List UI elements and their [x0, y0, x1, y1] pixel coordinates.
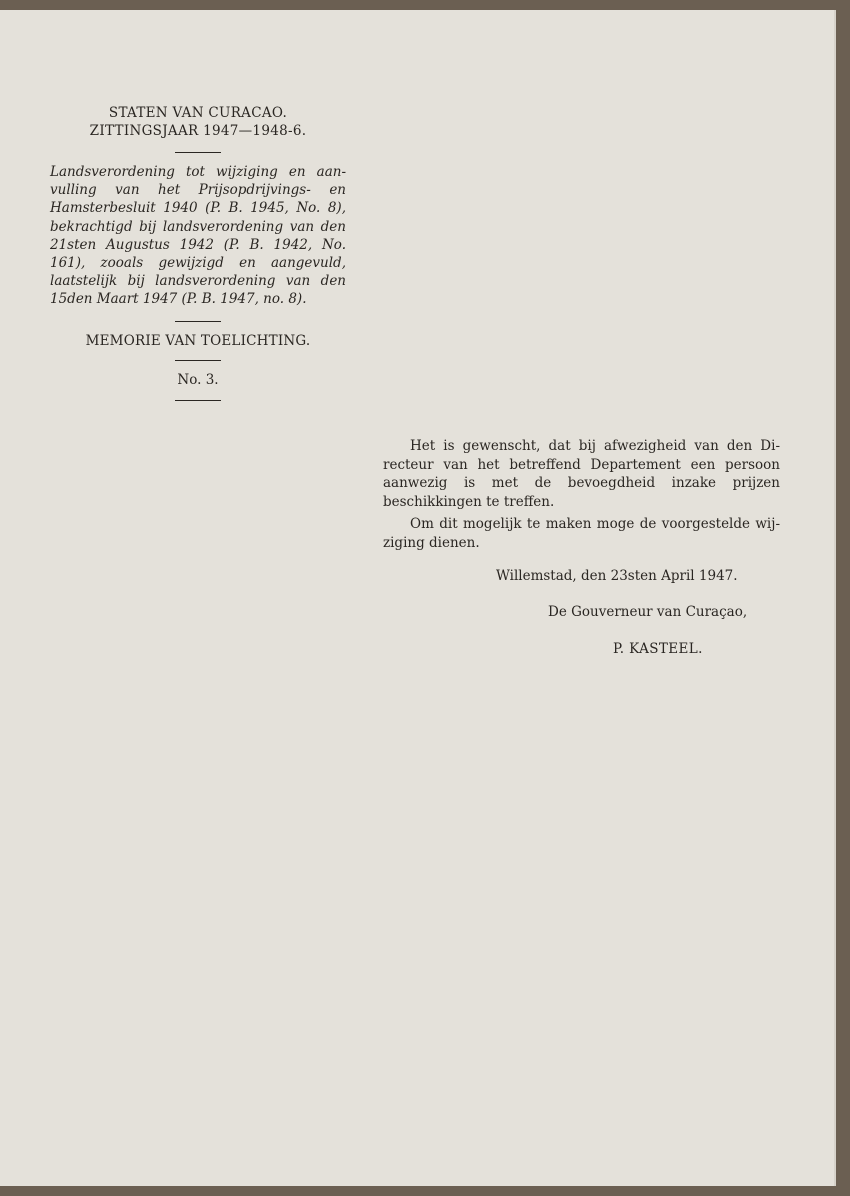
body-paragraph-1: Het is gewenscht, dat bij afwezigheid van den Directeur van het betreffend Departement een persoon aanwezig is met de bevoegdheid inzake prijzen beschikkingen te treffen.	[383, 438, 780, 510]
governor-title: De Gouverneur van Curaçao,	[548, 604, 748, 621]
dateline: Willemstad, den 23sten April 1947.	[496, 567, 738, 584]
document-page	[0, 10, 836, 1186]
divider-rule	[175, 152, 221, 153]
divider-rule	[175, 360, 221, 361]
divider-rule	[175, 400, 221, 401]
header-line-2: ZITTINGSJAAR 1947—1948-6.	[89, 123, 307, 139]
left-column	[50, 104, 346, 401]
body-paragraph-2: Om dit mogelijk te maken moge de voorgestelde wijziging dienen.	[383, 516, 780, 551]
memorie-heading: MEMORIE VAN TOELICHTING.	[85, 332, 311, 349]
right-column	[383, 437, 780, 658]
bill-title: Landsverordening tot wijziging en aanvulling van het Prijsopdrijvings- en Hamsterbesluit 1940 (P. B. 1945, No. 8), bekrachtigd bij landsverordening van den 21sten Augustus 1942 (P. B. 1942, No. 161), zooals gewijzigd en aangevuld, laatstelijk bij landsverordening van den 15den Maart 1947 (P. B. 1947, no. 8).	[50, 164, 346, 308]
document-number: No. 3.	[177, 371, 219, 388]
divider-rule	[175, 321, 221, 322]
header-line-1: STATEN VAN CURACAO.	[108, 105, 288, 121]
signature-name: P. KASTEEL.	[613, 640, 703, 657]
